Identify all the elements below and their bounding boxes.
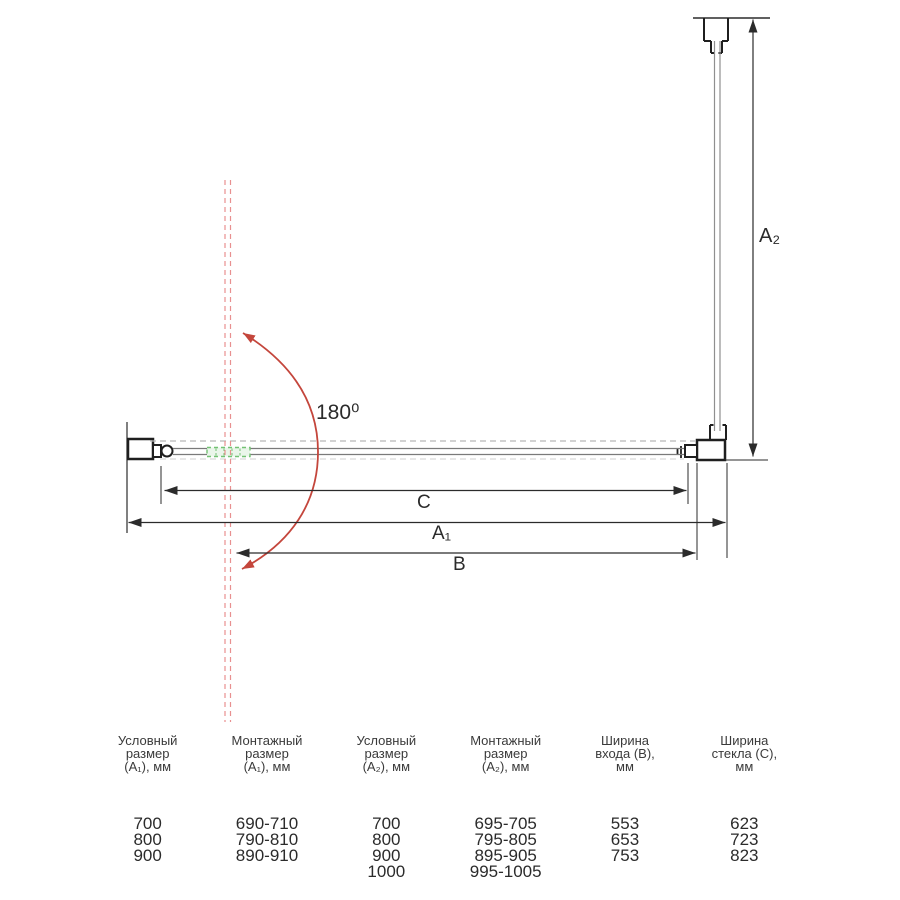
table-cell (207, 864, 326, 880)
left-wall-hinge (127, 422, 173, 533)
size-table (88, 733, 804, 880)
corner-bracket (678, 425, 727, 460)
table-cell: 695-705 (474, 814, 537, 833)
column-header: Монтажный размер (A₁), мм (231, 733, 303, 774)
table-cell: 895-905 (474, 846, 537, 865)
table-cell: 690-710 (235, 814, 299, 833)
table-cell (88, 864, 207, 880)
column-header: Ширина входа (B), мм (595, 733, 655, 774)
top-wall-profile (693, 18, 770, 53)
size-table-column-nominal-a1 (88, 733, 207, 880)
swing-angle-label: 180⁰ (316, 401, 360, 424)
dim-a2-label: A₂ (759, 225, 781, 247)
swing-arc (242, 333, 318, 569)
dim-c-label: C (417, 492, 431, 513)
table-cell: 795-805 (474, 830, 537, 849)
table-cell: 700 (372, 814, 401, 833)
table-cell: 890-910 (235, 846, 299, 865)
table-cell: 623 (730, 814, 759, 833)
table-cell: 823 (730, 846, 759, 865)
table-cell: 790-810 (235, 830, 299, 849)
table-cell: 553 (610, 814, 640, 833)
dim-b-label: B (453, 554, 466, 575)
dim-b (237, 463, 698, 560)
seal-strip (207, 448, 250, 457)
size-table-column-glass-width-c (685, 733, 804, 880)
table-cell: 800 (372, 830, 401, 849)
table-cell: 700 (133, 814, 162, 833)
table-cell: 800 (133, 830, 162, 849)
size-table-column-nominal-a2 (327, 733, 446, 880)
table-cell: 1000 (367, 862, 406, 881)
table-cell: 995-1005 (469, 862, 542, 881)
size-table-column-mounting-a2 (446, 733, 565, 880)
table-cell: 900 (372, 846, 401, 865)
size-table-column-mounting-a1 (207, 733, 326, 880)
column-header: Монтажный размер (A₂), мм (470, 733, 542, 774)
table-cell (565, 864, 684, 880)
column-header: Условный размер (A₁), мм (117, 733, 178, 774)
table-cell (685, 864, 804, 880)
fixed-panel-glass (715, 41, 721, 431)
table-cell: 653 (610, 830, 640, 849)
dim-a1-label: A₁ (432, 523, 452, 544)
table-cell: 900 (133, 846, 162, 865)
table-cell: 753 (610, 846, 640, 865)
column-header: Условный размер (A₂), мм (356, 733, 417, 774)
column-header: Ширина стекла (C), мм (711, 733, 778, 774)
size-table-column-entry-width-b (565, 733, 684, 880)
table-cell: 723 (730, 830, 759, 849)
